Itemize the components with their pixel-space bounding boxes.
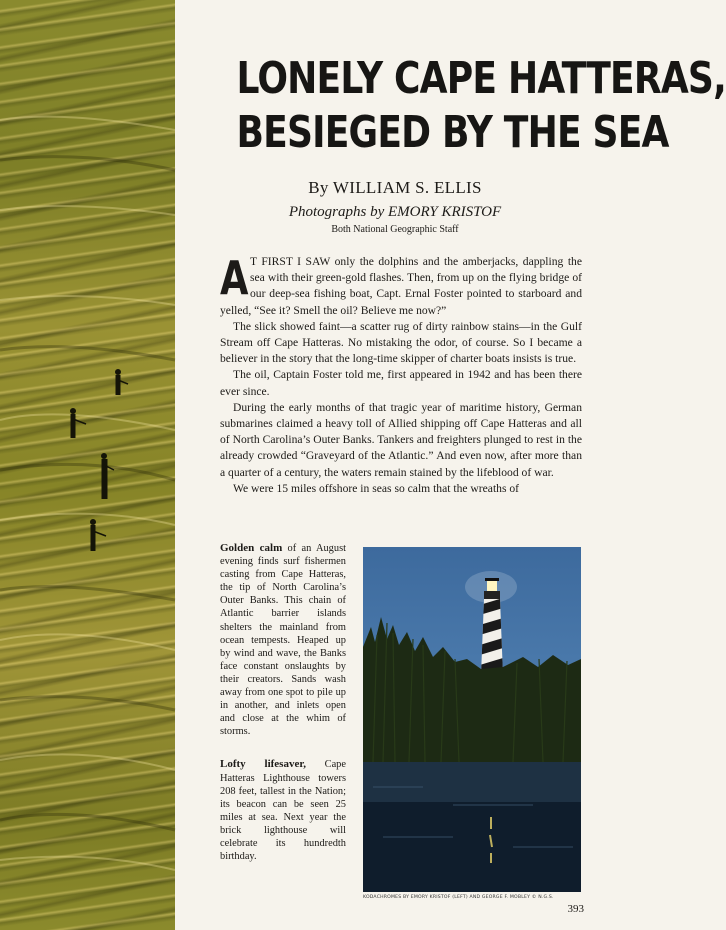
surf-fishermen-illustration — [0, 0, 175, 930]
article-paragraph: The oil, Captain Foster told me, first appeared in 1942 and has been there ever since. — [220, 368, 582, 398]
surf-fishermen-photo — [0, 0, 175, 930]
caption-heading: Golden calm — [220, 542, 283, 554]
lighthouse-illustration — [363, 547, 581, 892]
fisherman-figure — [70, 408, 86, 438]
article-body — [220, 251, 582, 497]
fisherman-figure — [90, 519, 106, 551]
photo-credit: KODACHROMES BY EMORY KRISTOF (LEFT) AND GEORGE F. MOBLEY © N.G.S. — [363, 895, 554, 900]
caption-lofty-lifesaver — [220, 758, 346, 863]
lighthouse-photo — [363, 547, 581, 892]
headline-line-2: BESIEGED BY THE SEA — [236, 107, 669, 158]
photographer-byline: Photographs by EMORY KRISTOF — [288, 204, 502, 220]
headline-line-1: LONELY CAPE HATTERAS, — [236, 53, 726, 104]
drop-cap: A — [220, 251, 249, 305]
paragraph-text: T FIRST I SAW only the dolphins and the amberjacks, dappling the sea with their green-gold flashes. Then, from up on the flying bridge of our deep-sea fishing boat, Capt. Ernal Foster pointed to starboard and yelled, “See it? Smell the oil? Believe me now?” — [220, 255, 582, 317]
caption-golden-calm — [220, 542, 346, 738]
article-paragraph: During the early months of that tragic year of maritime history, German submarines claimed a heavy toll of Allied shipping off Cape Hatteras and all of North Carolina’s Outer Banks. Tankers and freighters plunged to rest in the already crowded “Graveyard of the Atlantic.” And even now, after more than a quarter of a century, the waters remain stained by the lifeblood of war. — [220, 400, 582, 479]
caption-heading: Lofty lifesaver, — [220, 758, 306, 771]
fisherman-figure — [115, 369, 128, 395]
author-byline: By WILLIAM S. ELLIS — [308, 178, 482, 197]
article-paragraph: We were 15 miles offshore in seas so calm that the wreaths of — [233, 481, 520, 495]
caption-text: of an August evening finds surf fishermen casting from Cape Hatteras, the tip of North Carolina’s Outer Banks. This chain of Atlantic barrier islands shelters the mainland from ocean tempests. Heaped up by wind and wave, the Banks face constant onslaughts by their creators. Sands wash away from one spot to pile up in another, and inlets open and close at the whim of storms. — [220, 543, 346, 738]
caption-text: Cape Hatteras Lighthouse towers 208 feet, tallest in the Nation; its beacon can be seen 25 miles at sea. Next year the brick lighthouse will celebrate its hundredth birthday. — [220, 759, 346, 863]
photo-captions — [220, 542, 346, 863]
fisherman-figure — [101, 453, 114, 499]
staff-note: Both National Geographic Staff — [331, 224, 459, 235]
article-paragraph: The slick showed faint—a scatter rug of dirty rainbow stains—in the Gulf Stream off Cape Hatteras. No mistaking the odor, of course. So I became a believer in the story that the long-time skipper of charter boats insists is true. — [220, 319, 582, 366]
page-number: 393 — [567, 903, 584, 915]
article-paragraph — [220, 251, 582, 319]
headline — [236, 52, 726, 160]
